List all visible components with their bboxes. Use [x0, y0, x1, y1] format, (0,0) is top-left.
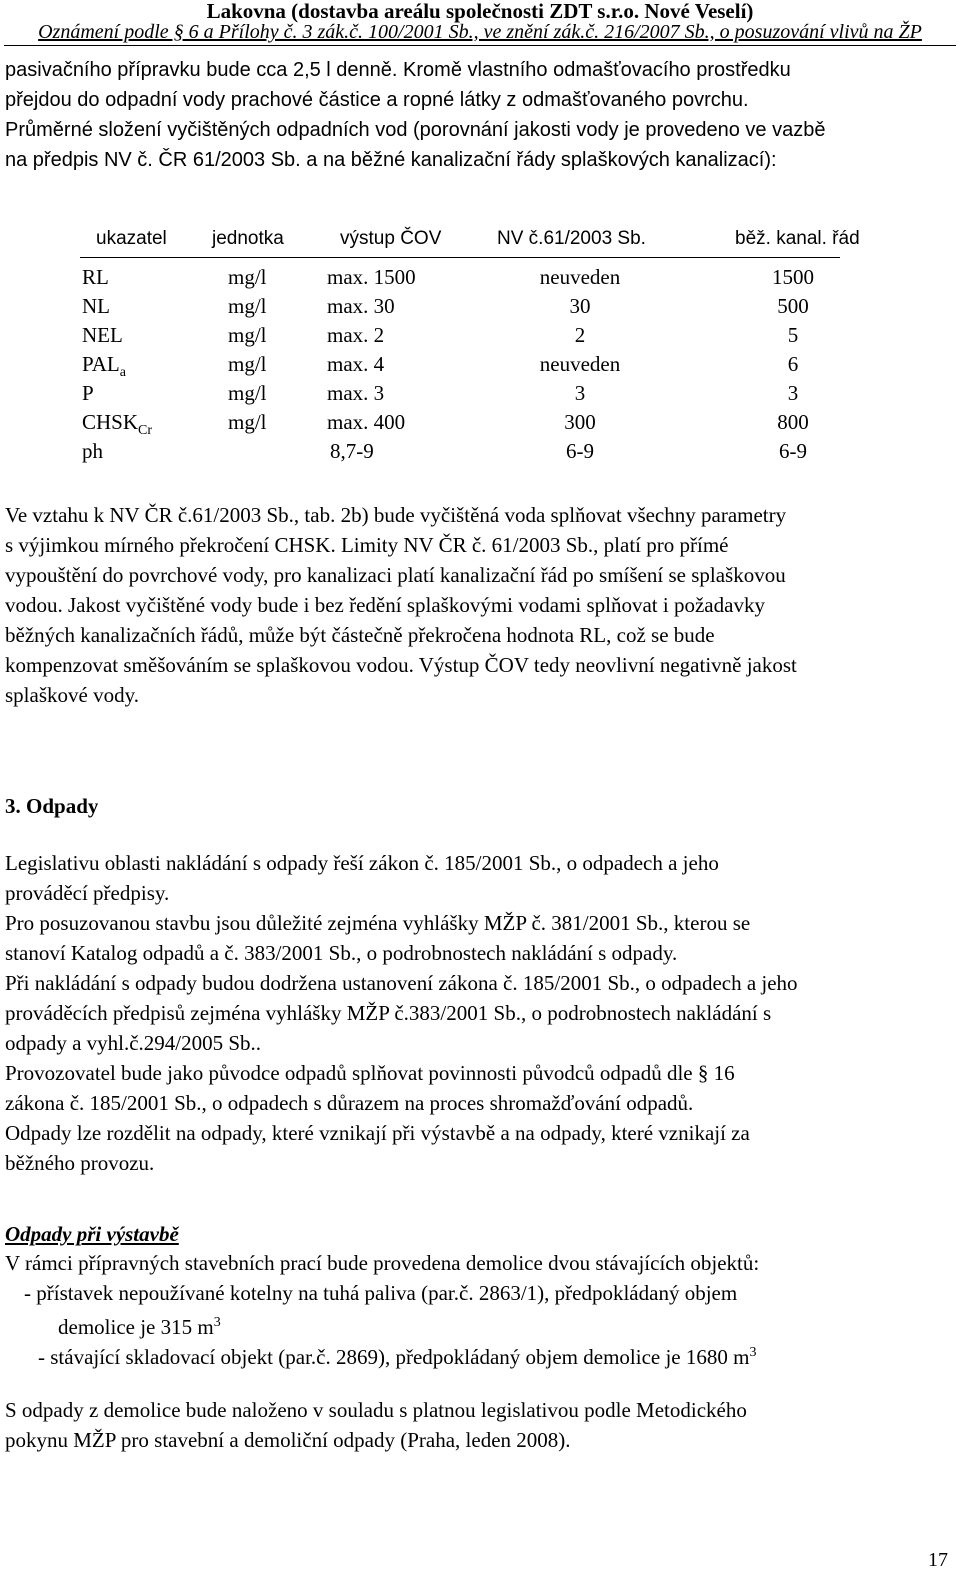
table-header-jednotka: jednotka — [212, 228, 284, 249]
intro-line: přejdou do odpadní vody prachové částice a ropné látky z odmašťovaného povrchu. — [5, 89, 749, 111]
table-cell-ukazatel — [82, 263, 109, 292]
paragraph-line: Legislativu oblasti nakládání s odpady řeší zákon č. 185/2001 Sb., o odpadech a jeho — [5, 851, 719, 875]
vystavba-intro — [5, 1248, 950, 1278]
table-cell-nv: neuveden — [539, 352, 621, 376]
table-cell-rad: 6-9 — [779, 439, 807, 463]
header-rule — [4, 45, 956, 46]
table-cell-rad: 3 — [787, 381, 799, 405]
paragraph-line: Odpady lze rozdělit na odpady, které vznikají při výstavbě a na odpady, které vznikají za — [5, 1121, 750, 1145]
paragraph-line: Pro posuzovanou stavbu jsou důležité zejména vyhlášky MŽP č. 381/2001 Sb., kterou se — [5, 911, 751, 935]
table-cell-ukazatel — [82, 292, 110, 321]
intro-paragraph — [5, 55, 950, 175]
bullet-item-1-cont — [58, 1308, 221, 1342]
paragraph-line: V rámci přípravných stavebních prací bude provedena demolice dvou stávajících objektů: — [5, 1251, 760, 1275]
table-cell-vystup: max. 3 — [327, 381, 385, 405]
ukazatel-text: RL — [82, 265, 109, 289]
table-cell-rad: 6 — [787, 352, 799, 376]
table-cell-jednotka: mg/l — [228, 381, 267, 405]
superscript: 3 — [749, 1345, 757, 1360]
section-heading: 3. Odpady — [5, 794, 99, 818]
table-cell-jednotka: mg/l — [228, 323, 267, 347]
odpady-paragraph — [5, 848, 950, 1178]
intro-line: Průměrné složení vyčištěných odpadních vod (porovnání jakosti vody je provedeno ve vazbě — [5, 119, 826, 141]
ukazatel-subscript: Cr — [138, 423, 153, 439]
table-cell-vystup: 8,7-9 — [330, 439, 374, 463]
paragraph-line: Při nakládání s odpady budou dodržena ustanovení zákona č. 185/2001 Sb., o odpadech a jeho — [5, 971, 798, 995]
subheading: Odpady při výstavbě — [5, 1222, 179, 1246]
table-cell-vystup: max. 30 — [327, 294, 395, 318]
superscript: 3 — [213, 1315, 221, 1330]
paragraph-line: S odpady z demolice bude naloženo v souladu s platnou legislativou podle Metodického — [5, 1398, 747, 1422]
table-cell-nv: 2 — [574, 323, 586, 347]
subtitle-text: Oznámení podle § 6 a Přílohy č. 3 zák.č. 100/2001 Sb., ve znění zák.č. 216/2007 Sb., o posuzování vlivů na ŽP — [38, 21, 922, 43]
paragraph-line: běžných kanalizačních řádů, může být částečně překročena hodnota RL, což se bude — [5, 623, 715, 647]
table-header-kanal: běž. kanal. řád — [735, 228, 860, 249]
paragraph-line: Provozovatel bude jako původce odpadů splňovat povinnosti původců odpadů dle § 16 — [5, 1061, 735, 1085]
table-cell-vystup: max. 400 — [327, 410, 406, 434]
table-cell-jednotka: mg/l — [228, 352, 267, 376]
evaluation-paragraph — [5, 500, 950, 710]
table-cell-ukazatel — [82, 437, 103, 466]
paragraph-line: stanoví Katalog odpadů a č. 383/2001 Sb., o podrobnostech nakládání s odpady. — [5, 941, 678, 965]
table-header-ukazatel: ukazatel — [96, 228, 167, 249]
table-cell-vystup: max. 2 — [327, 323, 385, 347]
table-cell-jednotka: mg/l — [228, 265, 267, 289]
table-cell-nv: neuveden — [539, 265, 621, 289]
ukazatel-text: NEL — [82, 323, 123, 347]
paragraph-line: běžného provozu. — [5, 1151, 155, 1175]
ukazatel-text: NL — [82, 294, 110, 318]
ukazatel-subscript: a — [119, 365, 126, 381]
bullet-text: - stávající skladovací objekt (par.č. 2869), předpokládaný objem demolice je 1680 m — [38, 1345, 750, 1369]
paragraph-line: zákona č. 185/2001 Sb., o odpadech s důrazem na proces shromažďování odpadů. — [5, 1091, 694, 1115]
intro-line: pasivačního přípravku bude cca 2,5 l denně. Kromě vlastního odmašťovacího prostředku — [5, 59, 791, 81]
table-cell-jednotka: mg/l — [228, 410, 267, 434]
paragraph-line: Ve vztahu k NV ČR č.61/2003 Sb., tab. 2b) bude vyčištěná voda splňovat všechny parametry — [5, 503, 787, 527]
paragraph-line: prováděcí předpisy. — [5, 881, 170, 905]
paragraph-line: splaškové vody. — [5, 683, 139, 707]
intro-line: na předpis NV č. ČR 61/2003 Sb. a na běžné kanalizační řády splaškových kanalizací): — [5, 149, 777, 171]
document-subtitle — [0, 21, 960, 43]
bullet-item-2 — [38, 1338, 756, 1372]
table-cell-rad: 800 — [777, 410, 809, 434]
table-cell-rad: 500 — [777, 294, 809, 318]
paragraph-line: prováděcích předpisů zejména vyhlášky MŽP č.383/2001 Sb., o podrobnostech nakládání s — [5, 1001, 772, 1025]
table-cell-nv: 300 — [564, 410, 596, 434]
ukazatel-text: PAL — [82, 352, 120, 376]
table-cell-nv: 3 — [574, 381, 586, 405]
paragraph-line: pokynu MŽP pro stavební a demoliční odpady (Praha, leden 2008). — [5, 1428, 571, 1452]
table-cell-ukazatel — [82, 379, 94, 408]
paragraph-line: vypouštění do povrchové vody, pro kanalizaci platí kanalizační řád po smíšení se splaškovou — [5, 563, 786, 587]
paragraph-line: vodou. Jakost vyčištěné vody bude i bez ředění splaškovými vodami splňovat i požadavky — [5, 593, 765, 617]
table-header-nv: NV č.61/2003 Sb. — [497, 228, 646, 249]
table-cell-vystup: max. 4 — [327, 352, 385, 376]
bullet-item-1: - přístavek nepoužívané kotelny na tuhá paliva (par.č. 2863/1), předpokládaný objem — [24, 1281, 738, 1305]
table-cell-nv: 30 — [569, 294, 591, 318]
table-cell-rad: 5 — [787, 323, 799, 347]
table-header-vystup: výstup ČOV — [340, 228, 442, 249]
page-number: 17 — [928, 1549, 948, 1571]
table-cell-vystup: max. 1500 — [327, 265, 416, 289]
document-title: Lakovna (dostavba areálu společnosti ZDT s.r.o. Nové Veselí) — [206, 0, 754, 23]
table-header-rule — [80, 257, 840, 258]
table-cell-ukazatel — [82, 321, 123, 350]
table-cell-nv: 6-9 — [566, 439, 594, 463]
paragraph-line: kompenzovat směšováním se splaškovou vodou. Výstup ČOV tedy neovlivní negativně jakost — [5, 653, 797, 677]
closing-paragraph — [5, 1395, 950, 1455]
paragraph-line: odpady a vyhl.č.294/2005 Sb.. — [5, 1031, 262, 1055]
bullet-text: demolice je 315 m — [58, 1315, 214, 1339]
ukazatel-text: CHSK — [82, 410, 139, 434]
paragraph-line: s výjimkou mírného překročení CHSK. Limity NV ČR č. 61/2003 Sb., platí pro přímé — [5, 533, 729, 557]
table-cell-jednotka: mg/l — [228, 294, 267, 318]
table-cell-rad: 1500 — [772, 265, 814, 289]
ukazatel-text: P — [82, 381, 94, 405]
ukazatel-text: ph — [82, 439, 103, 463]
